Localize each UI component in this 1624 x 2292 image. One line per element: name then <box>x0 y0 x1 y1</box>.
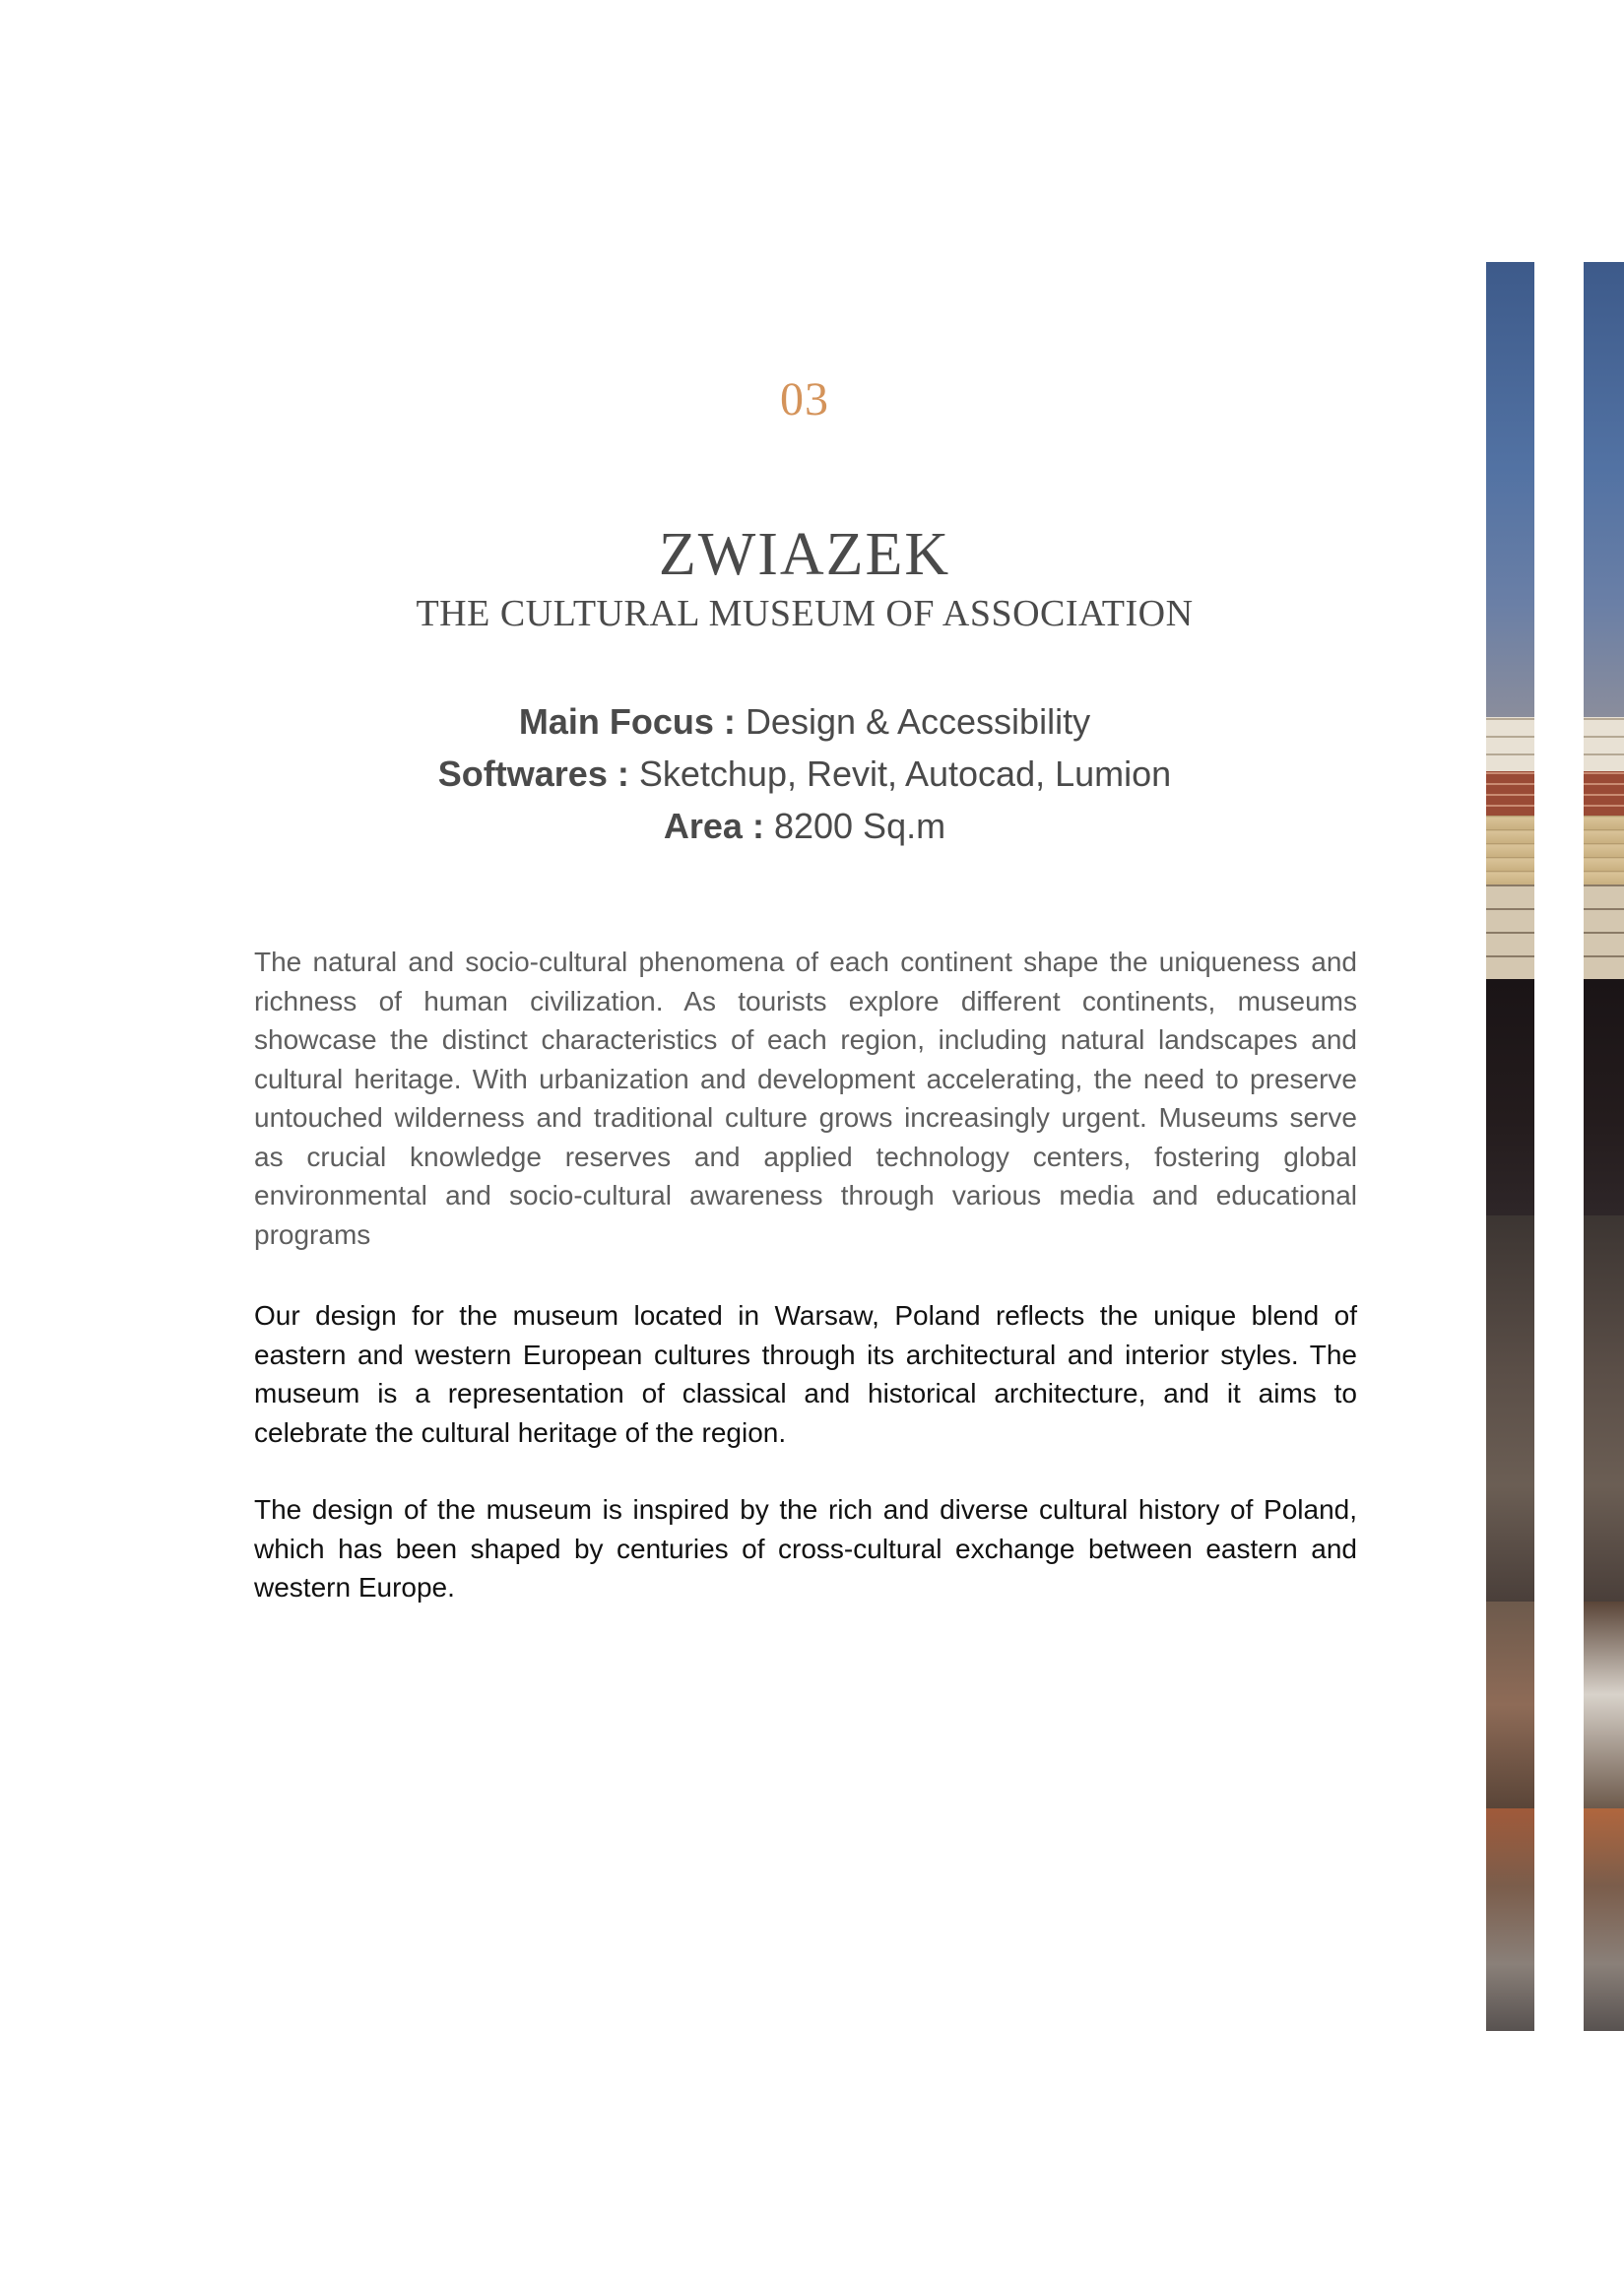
concrete-segment <box>1486 1215 1534 1602</box>
image-strip-left <box>1486 262 1534 2031</box>
stone-wall-segment <box>1486 717 1534 771</box>
project-subtitle: THE CULTURAL MUSEUM OF ASSOCIATION <box>416 593 1194 634</box>
image-strip-right <box>1584 262 1624 2031</box>
main-focus-line <box>0 695 1609 748</box>
rough-stone-segment <box>1486 816 1534 884</box>
inspiration-paragraph: The design of the museum is inspired by the rich and diverse cultural history of Poland, which has been shaped by centuries of cross-cultural exchange between eastern and western Europe. <box>254 1494 1357 1603</box>
brick-segment <box>1584 771 1624 816</box>
softwares-value: Sketchup, Revit, Autocad, Lumion <box>638 753 1172 794</box>
main-focus-value: Design & Accessibility <box>745 701 1091 742</box>
project-details <box>0 695 1609 852</box>
tile-segment <box>1584 884 1624 979</box>
sky-segment <box>1486 262 1534 717</box>
rough-stone-segment <box>1584 816 1624 884</box>
tile-segment <box>1486 884 1534 979</box>
swan-segment <box>1584 1602 1624 1808</box>
intro-paragraph: The natural and socio-cultural phenomena of each continent shape the uniqueness and richness of human civilization. As tourists explore different continents, museums showcase the distinct characteristics of each region, including natural landscapes and cultural heritage. With urbanization and development accelerating, the need to preserve untouched wilderness and traditional culture grows increasingly urgent. Museums serve as crucial knowledge reserves and applied technology centers, fostering global environmental and socio-cultural awareness through various media and educational programs <box>254 947 1357 1250</box>
sky-segment <box>1584 262 1624 717</box>
softwares-line <box>0 748 1609 800</box>
softwares-label: Softwares : <box>437 753 629 794</box>
area-value: 8200 Sq.m <box>773 806 946 846</box>
main-focus-label: Main Focus : <box>518 701 736 742</box>
floor-segment <box>1486 1808 1534 2031</box>
project-title: ZWIAZEK <box>658 521 951 588</box>
railing-segment <box>1486 1602 1534 1808</box>
floor-segment <box>1584 1808 1624 2031</box>
design-paragraph: Our design for the museum located in Warsaw, Poland reflects the unique blend of eastern and western European cultures through its architectural and interior styles. The museum is a representation of classical and historical architecture, and it aims to celebrate the cultural heritage of the region. <box>254 1300 1357 1448</box>
brick-segment <box>1486 771 1534 816</box>
dark-interior-segment <box>1486 979 1534 1215</box>
dark-interior-segment <box>1584 979 1624 1215</box>
area-line <box>0 800 1609 852</box>
concrete-segment <box>1584 1215 1624 1602</box>
area-label: Area : <box>663 806 764 846</box>
project-number: 03 <box>780 373 829 426</box>
stone-wall-segment <box>1584 717 1624 771</box>
